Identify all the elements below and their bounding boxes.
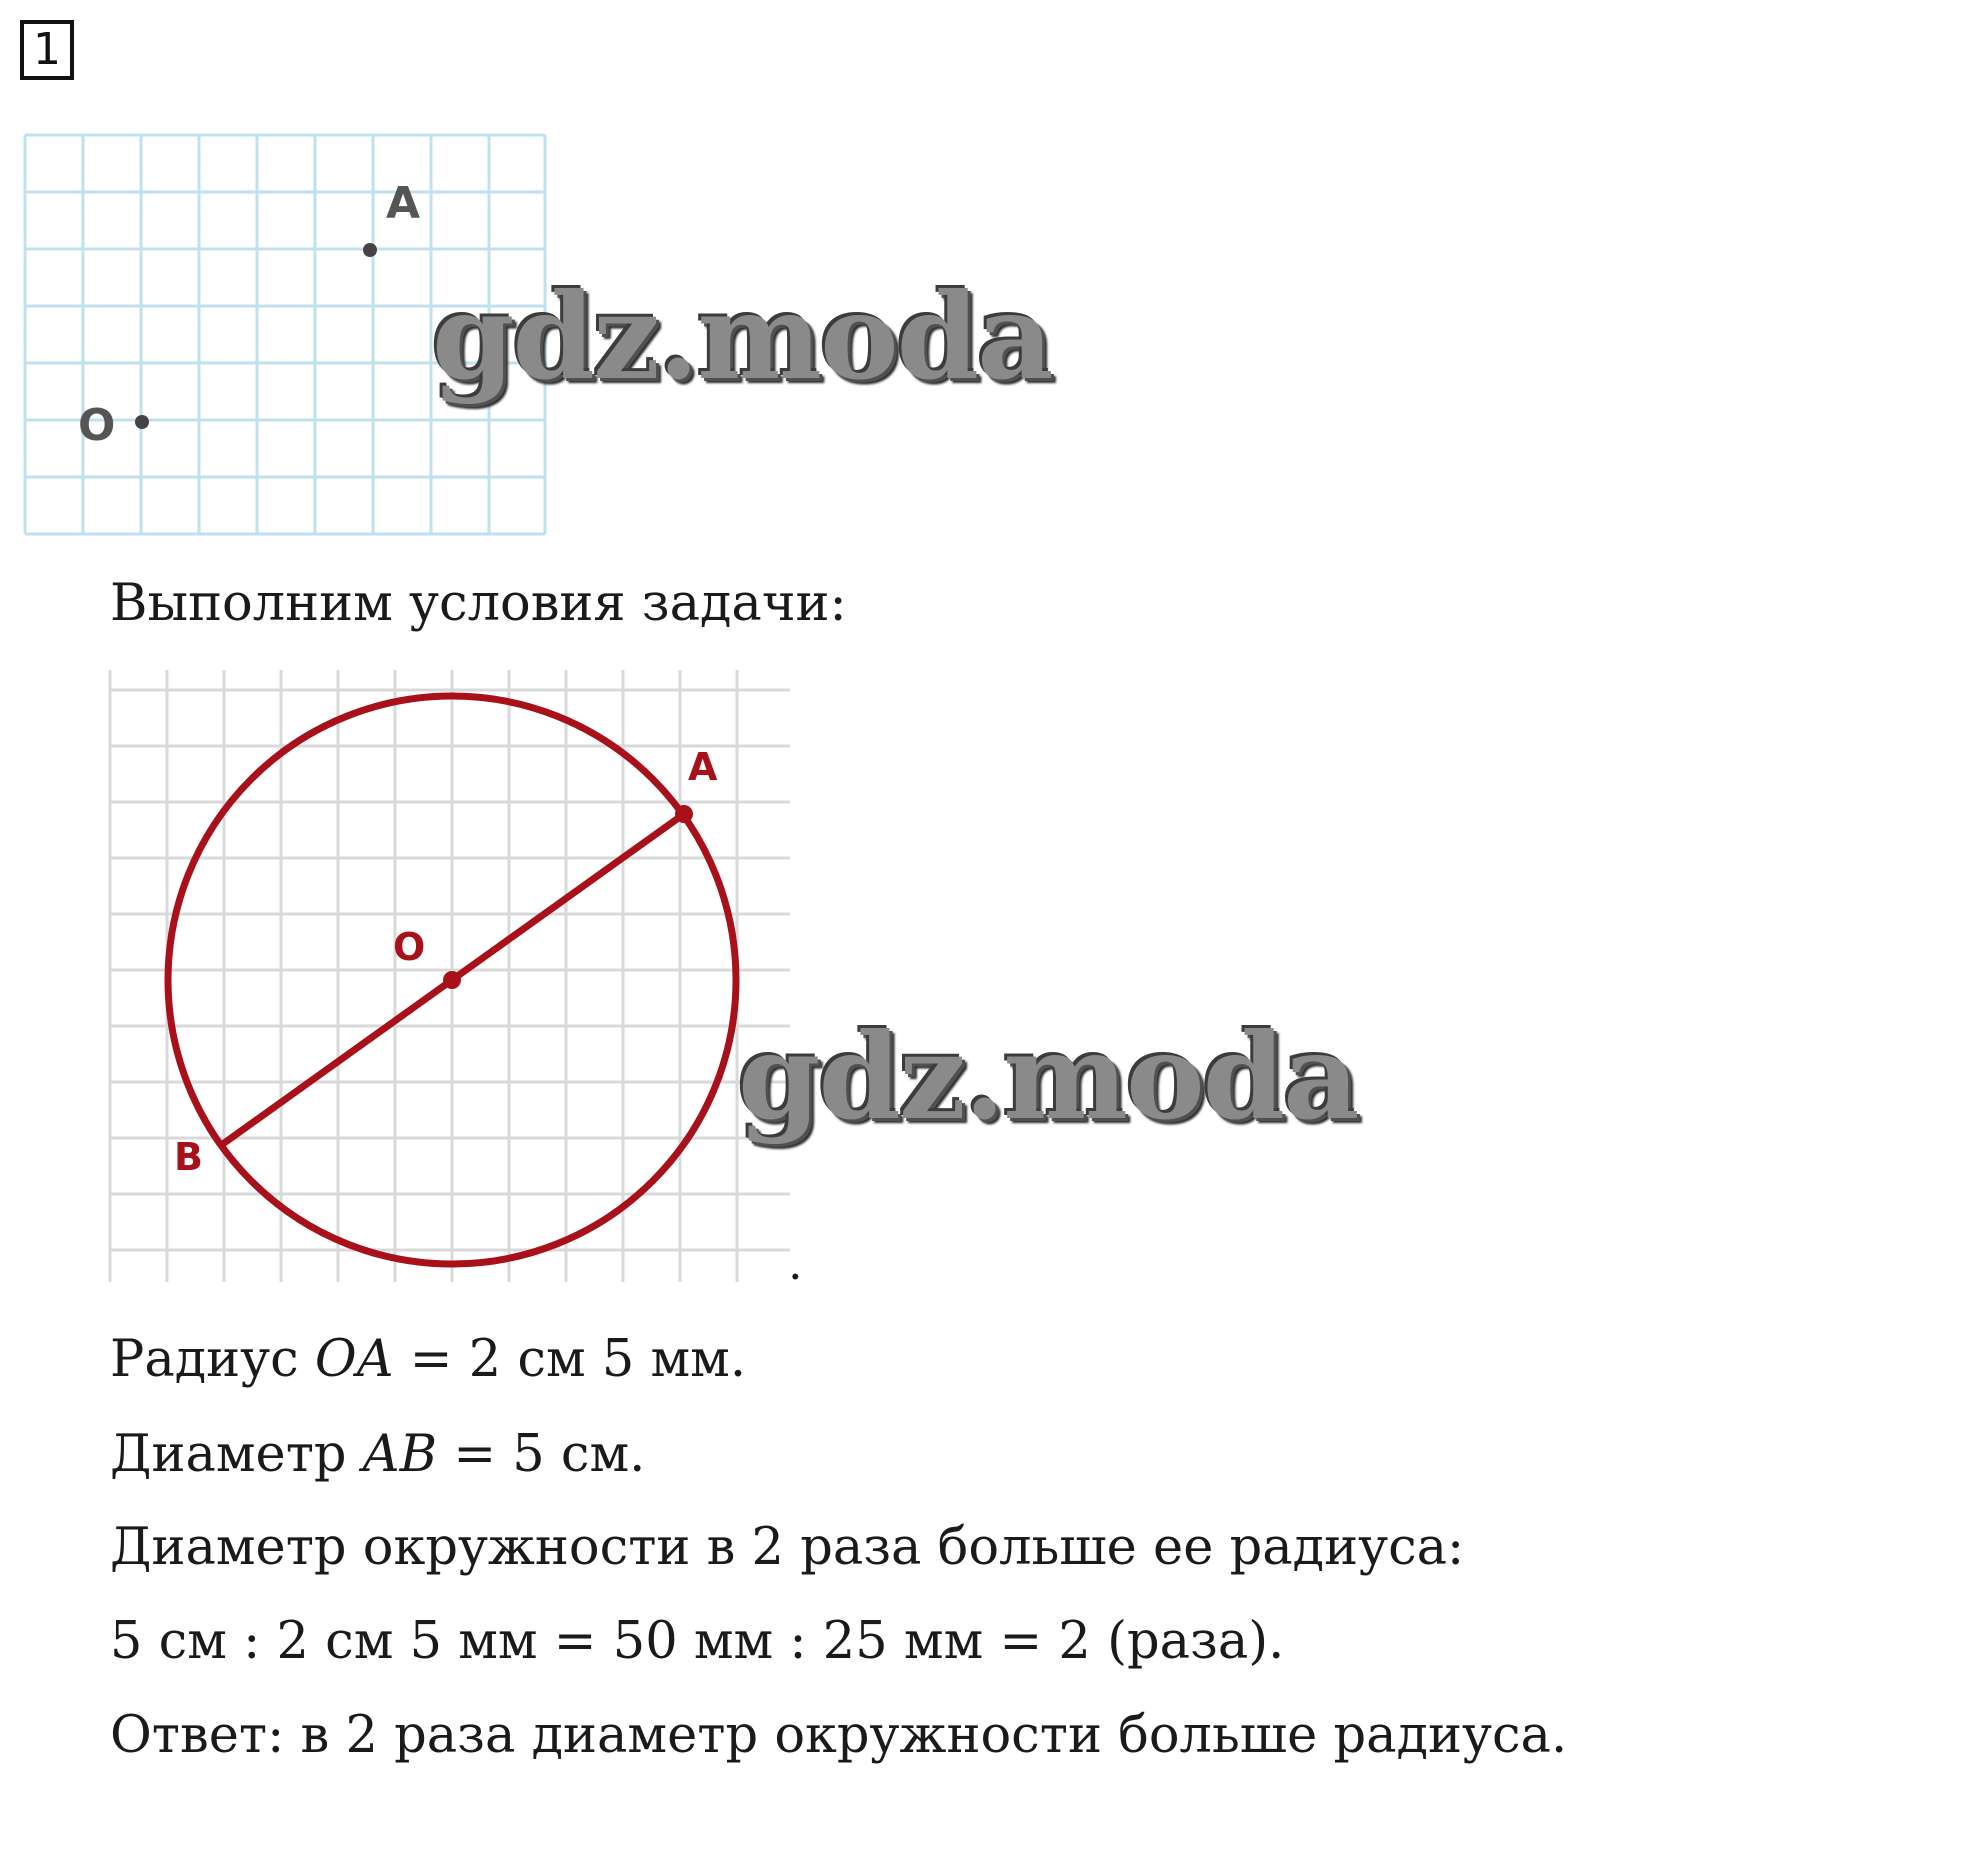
point-a-dot-2 (675, 805, 693, 823)
point-a-dot (363, 243, 377, 257)
figure-trailing-dot: . (788, 1236, 803, 1290)
diameter-prefix: Диаметр (110, 1425, 363, 1484)
statement-line: Диаметр окружности в 2 раза больше ее радиуса: (110, 1518, 1465, 1577)
point-o-label-2: O (393, 925, 426, 969)
intro-text: Выполним условия задачи: (110, 574, 847, 633)
radius-line (110, 1328, 746, 1392)
point-o-dot (135, 415, 149, 429)
point-o-label: O (78, 400, 116, 451)
radius-prefix: Радиус (110, 1330, 315, 1389)
point-b-label-2: B (174, 1135, 203, 1179)
point-a-label-2: A (688, 745, 718, 789)
diameter-line (110, 1423, 645, 1487)
figure-circle-construction (110, 670, 800, 1290)
answer-line: Ответ: в 2 раза диаметр окружности больше радиуса. (110, 1706, 1568, 1765)
point-o-dot-2 (443, 971, 461, 989)
diameter-math: AB (362, 1425, 438, 1484)
radius-suffix: = 2 см 5 мм. (393, 1330, 747, 1389)
radius-math: OA (314, 1330, 394, 1389)
task-number: 1 (20, 20, 74, 80)
watermark-top: gdz.moda (432, 267, 1052, 406)
watermark-bottom: gdz.moda (738, 1007, 1358, 1146)
calculation-line: 5 см : 2 см 5 мм = 50 мм : 25 мм = 2 (раза). (110, 1612, 1285, 1671)
point-a-label: A (386, 178, 421, 229)
diameter-suffix: = 5 см. (437, 1425, 646, 1484)
